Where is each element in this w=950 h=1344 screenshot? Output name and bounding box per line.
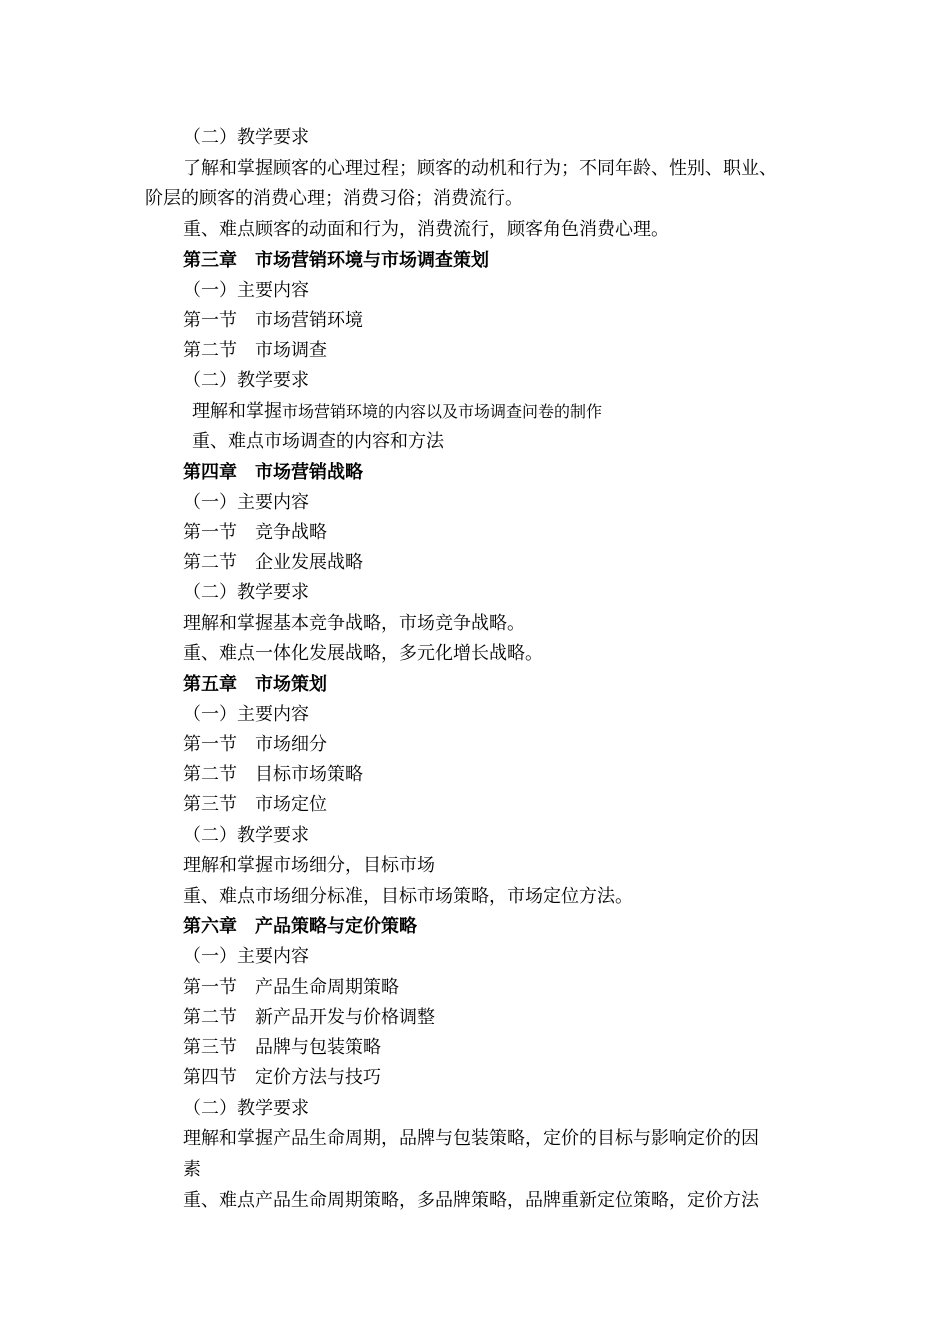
section-heading: （一）主要内容 bbox=[183, 946, 309, 967]
subsection-line: 第三节 品牌与包装策略 bbox=[183, 1037, 381, 1058]
subsection-line: 第一节 市场细分 bbox=[183, 734, 327, 755]
paragraph-line: 理解和掌握基本竞争战略，市场竞争战略。 bbox=[183, 613, 525, 634]
paragraph-line: 重、难点产品生命周期策略，多品牌策略，品牌重新定位策略，定价方法 bbox=[183, 1190, 759, 1211]
paragraph-line: 阶层的顾客的消费心理；消费习俗；消费流行。 bbox=[145, 188, 523, 209]
subsection-line: 第一节 市场营销环境 bbox=[183, 310, 363, 331]
subsection-line: 第一节 竞争战略 bbox=[183, 522, 327, 543]
subsection-line: 第二节 新产品开发与价格调整 bbox=[183, 1007, 435, 1028]
paragraph-line: 理解和掌握市场营销环境的内容以及市场调查问卷的制作 bbox=[192, 401, 603, 422]
section-heading: （一）主要内容 bbox=[183, 704, 309, 725]
paragraph-line: 重、难点市场调查的内容和方法 bbox=[192, 431, 444, 452]
paragraph-line: 重、难点市场细分标准，目标市场策略，市场定位方法。 bbox=[183, 886, 633, 907]
subsection-line: 第二节 企业发展战略 bbox=[183, 552, 363, 573]
paragraph-line: 理解和掌握市场细分，目标市场 bbox=[183, 855, 435, 876]
paragraph-line: 重、难点一体化发展战略，多元化增长战略。 bbox=[183, 643, 543, 664]
section-heading: （二）教学要求 bbox=[183, 370, 309, 391]
subsection-line: 第一节 产品生命周期策略 bbox=[183, 977, 399, 998]
section-heading: （二）教学要求 bbox=[183, 1098, 309, 1119]
chapter-heading: 第五章 市场策划 bbox=[183, 674, 327, 695]
section-heading: （一）主要内容 bbox=[183, 492, 309, 513]
paragraph-line: 重、难点顾客的动面和行为，消费流行，顾客角色消费心理。 bbox=[183, 219, 669, 240]
subsection-line: 第二节 目标市场策略 bbox=[183, 764, 363, 785]
section-heading: （二）教学要求 bbox=[183, 825, 309, 846]
paragraph-line: 素 bbox=[183, 1159, 201, 1180]
subsection-line: 第二节 市场调查 bbox=[183, 340, 327, 361]
section-heading: （二）教学要求 bbox=[183, 127, 309, 148]
chapter-heading: 第三章 市场营销环境与市场调查策划 bbox=[183, 250, 489, 271]
paragraph-line: 了解和掌握顾客的心理过程；顾客的动机和行为；不同年龄、性别、职业、 bbox=[183, 158, 777, 179]
subsection-line: 第三节 市场定位 bbox=[183, 794, 327, 815]
subsection-line: 第四节 定价方法与技巧 bbox=[183, 1067, 381, 1088]
paragraph-line: 理解和掌握产品生命周期，品牌与包装策略，定价的目标与影响定价的因 bbox=[183, 1128, 759, 1149]
section-heading: （二）教学要求 bbox=[183, 582, 309, 603]
section-heading: （一）主要内容 bbox=[183, 280, 309, 301]
chapter-heading: 第四章 市场营销战略 bbox=[183, 462, 363, 483]
chapter-heading: 第六章 产品策略与定价策略 bbox=[183, 916, 417, 937]
